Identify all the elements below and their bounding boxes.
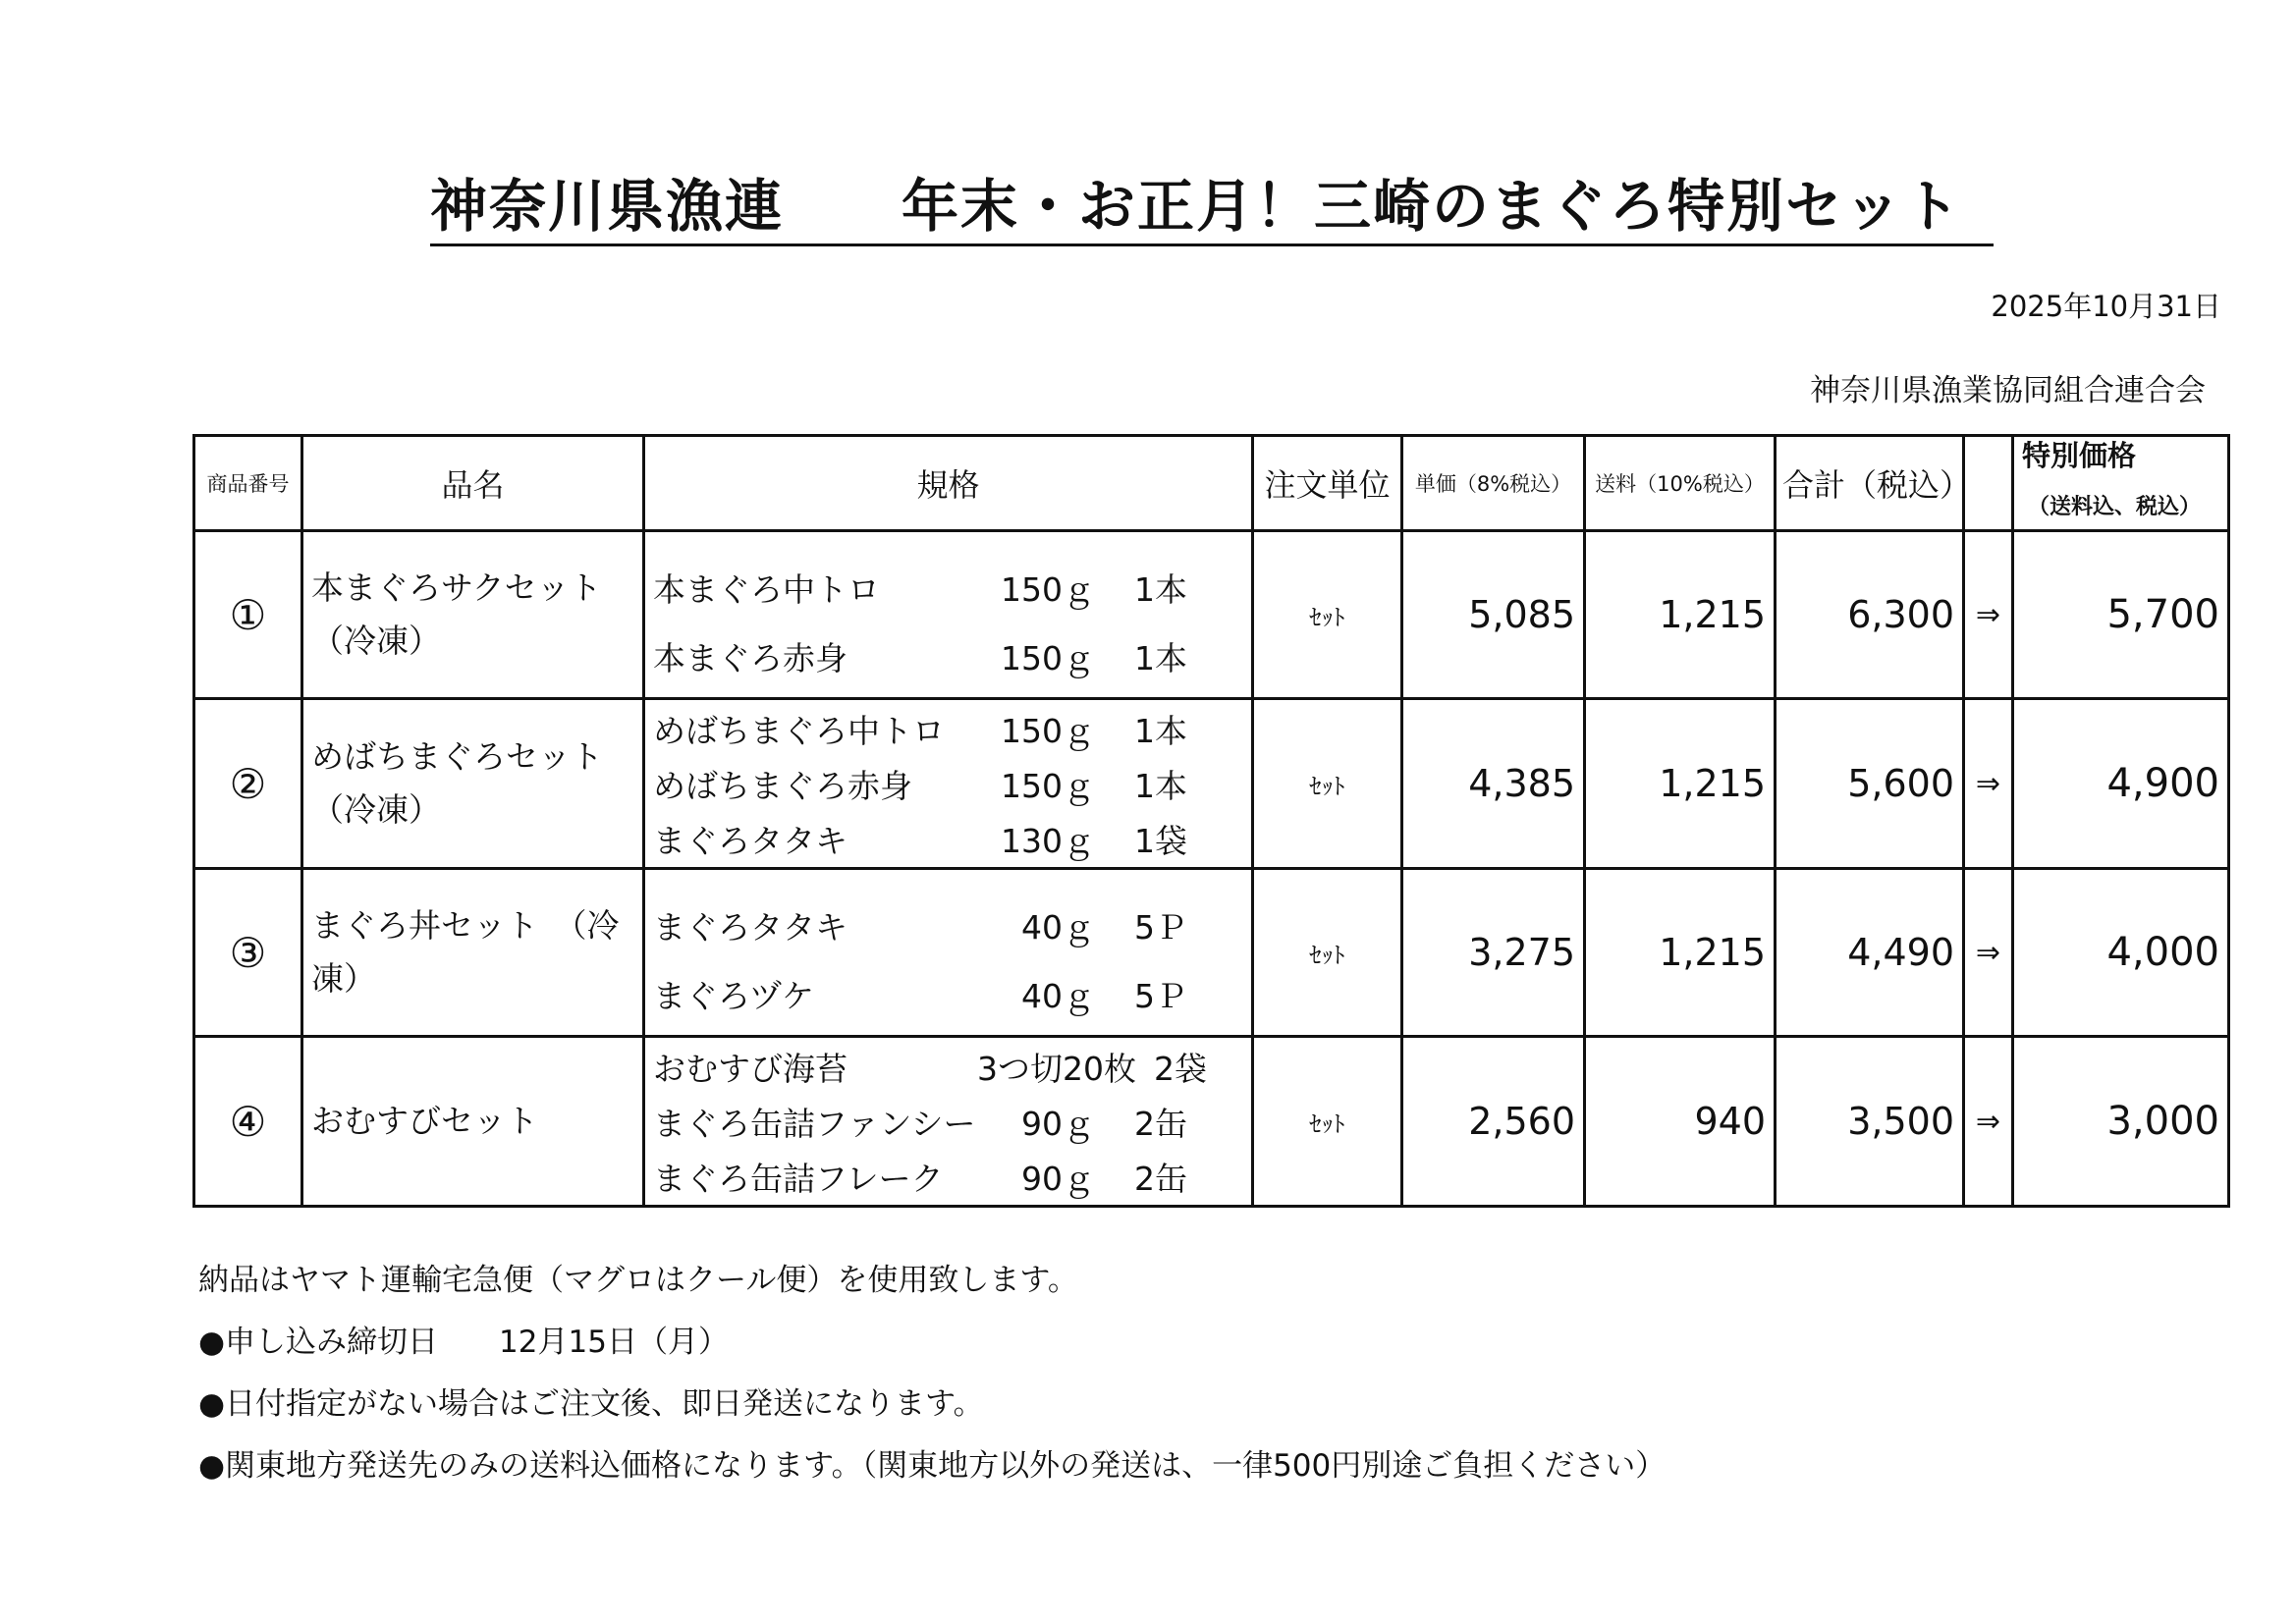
order-unit: ｾｯﾄ [1253, 699, 1402, 869]
spec-item-name: まぐろ缶詰ファンシー [653, 1104, 976, 1143]
table-header-row [194, 436, 2229, 531]
organization-name: 神奈川県漁業協同組合連合会 [1810, 373, 2206, 408]
unit-price: 3,275 [1402, 869, 1585, 1037]
order-unit: ｾｯﾄ [1253, 869, 1402, 1037]
spec-item-name: 本まぐろ赤身 [653, 638, 847, 677]
table-row [194, 699, 2229, 869]
spec-item-name: めばちまぐろ赤身 [653, 766, 912, 805]
product-spec [644, 869, 1253, 1037]
order-unit: ｾｯﾄ [1253, 1037, 1402, 1207]
row-number: ④ [194, 1037, 302, 1207]
page-title: 神奈川県漁連 年末・お正月！三崎のまぐろ特別セット [430, 169, 1994, 246]
special-price: 4,900 [2013, 699, 2229, 869]
spec-item-qty: 130ｇ [1001, 821, 1095, 860]
unit-price: 4,385 [1402, 699, 1585, 869]
spec-line [653, 1039, 1251, 1094]
document-date: 2025年10月31日 [1991, 290, 2221, 323]
arrow-icon: ⇒ [1964, 531, 2013, 699]
note-deadline: ●申し込み締切日 12月15日（月） [198, 1325, 729, 1360]
spec-line [653, 884, 1251, 966]
spec-item-name: まぐろヅケ [653, 976, 815, 1015]
spec-item-unit: 1本 [1134, 569, 1187, 609]
header-name: 品名 [302, 436, 644, 531]
price-table [192, 434, 2230, 1208]
product-name: おむすびセット [302, 1037, 644, 1207]
table-row [194, 531, 2229, 699]
spec-line [653, 701, 1251, 756]
total-price: 6,300 [1776, 531, 1964, 699]
spec-item-qty: 3つ切20枚 [977, 1049, 1136, 1088]
spec-line [653, 756, 1251, 811]
product-spec [644, 1037, 1253, 1207]
total-price: 4,490 [1776, 869, 1964, 1037]
spec-item-qty: 150ｇ [1001, 638, 1095, 677]
note-shipping-area: ●関東地方発送先のみの送料込価格になります。（関東地方以外の発送は、一律500円別途ご負担ください） [198, 1448, 1667, 1484]
header-shipping: 送料（10%税込） [1585, 436, 1776, 531]
spec-item-qty: 90ｇ [1021, 1159, 1095, 1198]
order-unit: ｾｯﾄ [1253, 531, 1402, 699]
product-name: まぐろ丼セット （冷凍） [302, 869, 644, 1037]
spec-item-name: まぐろタタキ [653, 907, 847, 947]
arrow-icon: ⇒ [1964, 869, 2013, 1037]
spec-item-qty: 150ｇ [1001, 569, 1095, 609]
header-order-unit: 注文単位 [1253, 436, 1402, 531]
unit-price: 2,560 [1402, 1037, 1585, 1207]
row-number: ① [194, 531, 302, 699]
unit-price: 5,085 [1402, 531, 1585, 699]
header-special-note: （送料込、税込） [2028, 495, 2202, 519]
spec-item-qty: 40ｇ [1021, 976, 1095, 1015]
header-code: 商品番号 [194, 436, 302, 531]
spec-item-qty: 150ｇ [1001, 766, 1095, 805]
spec-item-unit: 2缶 [1134, 1104, 1187, 1143]
spec-item-qty: 90ｇ [1021, 1104, 1095, 1143]
special-price: 5,700 [2013, 531, 2229, 699]
header-spec: 規格 [644, 436, 1253, 531]
shipping-fee: 940 [1585, 1037, 1776, 1207]
product-name: 本まぐろサクセット（冷凍） [302, 531, 644, 699]
spec-line [653, 966, 1251, 1021]
spec-line [653, 628, 1251, 683]
spec-item-name: まぐろ缶詰フレーク [653, 1159, 944, 1198]
special-price: 4,000 [2013, 869, 2229, 1037]
spec-item-unit: 2缶 [1134, 1159, 1187, 1198]
spec-item-name: おむすび海苔 [653, 1049, 847, 1088]
spec-item-unit: 1本 [1134, 711, 1187, 750]
product-name: めばちまぐろセット（冷凍） [302, 699, 644, 869]
shipping-fee: 1,215 [1585, 699, 1776, 869]
total-price: 5,600 [1776, 699, 1964, 869]
spec-line [653, 811, 1251, 866]
header-special-label: 特別価格 [2022, 439, 2137, 472]
table-row [194, 1037, 2229, 1207]
note-shipping-date: ●日付指定がない場合はご注文後、即日発送になります。 [198, 1386, 984, 1422]
spec-item-name: 本まぐろ中トロ [653, 569, 880, 609]
header-total: 合計（税込） [1776, 436, 1964, 531]
product-spec [644, 531, 1253, 699]
shipping-fee: 1,215 [1585, 869, 1776, 1037]
spec-line [653, 546, 1251, 628]
spec-item-qty: 150ｇ [1001, 711, 1095, 750]
spec-line [653, 1094, 1251, 1149]
row-number: ③ [194, 869, 302, 1037]
spec-item-qty: 40ｇ [1021, 907, 1095, 947]
spec-item-unit: 5Ｐ [1134, 907, 1187, 947]
product-spec [644, 699, 1253, 869]
arrow-icon: ⇒ [1964, 1037, 2013, 1207]
notes-section [198, 1255, 1666, 1502]
row-number: ② [194, 699, 302, 869]
total-price: 3,500 [1776, 1037, 1964, 1207]
spec-item-name: めばちまぐろ中トロ [653, 711, 945, 750]
arrow-icon: ⇒ [1964, 699, 2013, 869]
spec-item-unit: 1本 [1134, 766, 1187, 805]
table-row [194, 869, 2229, 1037]
shipping-fee: 1,215 [1585, 531, 1776, 699]
spec-item-unit: 5Ｐ [1134, 976, 1187, 1015]
spec-item-unit: 1袋 [1134, 821, 1187, 860]
spec-item-unit: 2袋 [1154, 1049, 1207, 1088]
spec-item-unit: 1本 [1134, 638, 1187, 677]
spec-item-name: まぐろタタキ [653, 821, 847, 860]
special-price: 3,000 [2013, 1037, 2229, 1207]
header-special-price [2013, 436, 2229, 531]
header-unit-price: 単価（8%税込） [1402, 436, 1585, 531]
note-delivery: 納品はヤマト運輸宅急便（マグロはクール便）を使用致します。 [198, 1263, 1078, 1298]
spec-line [653, 1149, 1251, 1204]
